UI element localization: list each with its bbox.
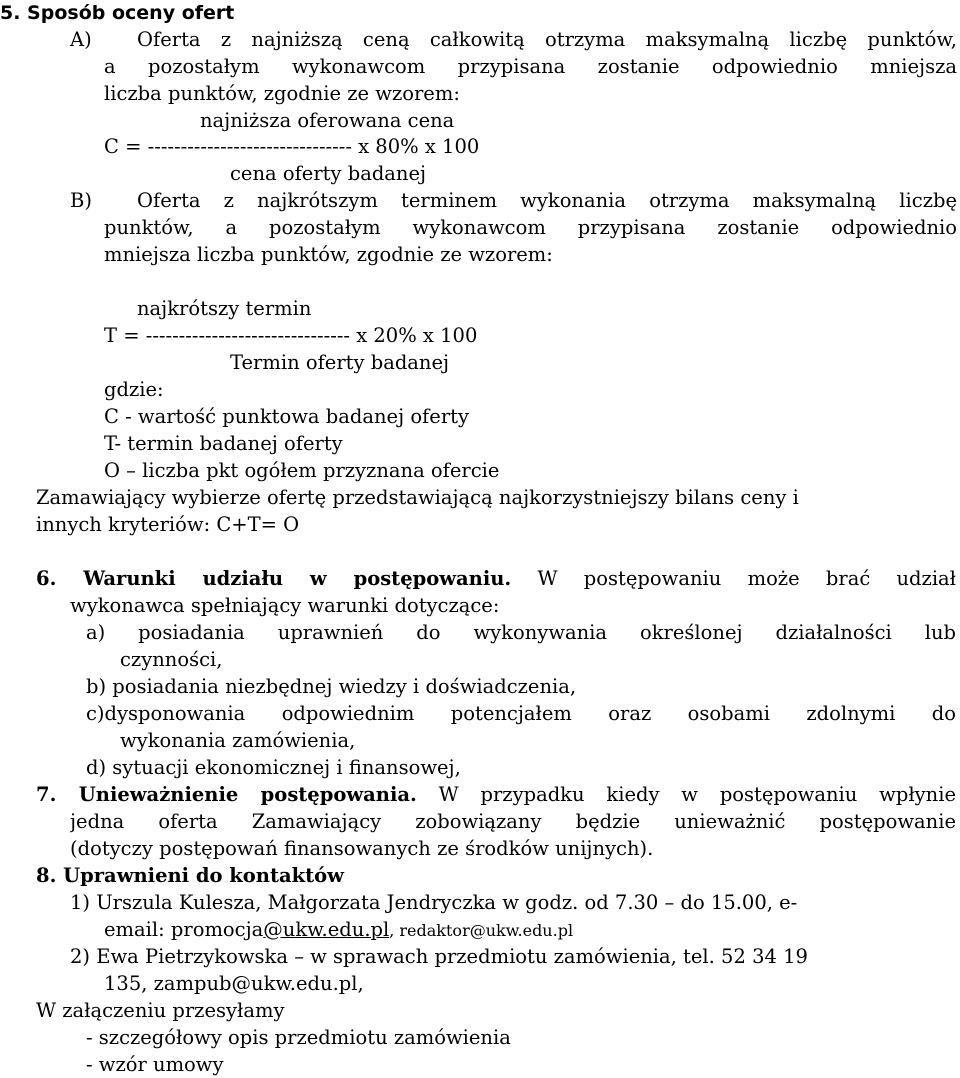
condition-c-line-1: c)dysponowania odpowiednim potencjałem oraz osobami zdolnymi do: [86, 702, 956, 725]
formula-t-equation: T = ------------------------------- x 20% x 100: [104, 324, 478, 347]
item-a-line-1: Oferta z najniższą ceną całkowitą otrzyma maksymalną liczbę punktów,: [137, 28, 957, 51]
section-5-heading: 5. Sposób oceny ofert: [0, 2, 235, 24]
section-8-heading: 8. Uprawnieni do kontaktów: [36, 864, 344, 887]
item-a-marker: A): [70, 28, 92, 51]
item-a-line-2: a pozostałym wykonawcom przypisana zostanie odpowiednio mniejsza: [104, 55, 957, 78]
section-7-line-1: [36, 782, 956, 808]
section-7-line-1-rest: W przypadku kiedy w postępowaniu wpłynie: [438, 783, 956, 806]
section-6-heading: 6. Warunki udziału w postępowaniu.: [36, 567, 512, 590]
item-b-marker: B): [70, 189, 92, 212]
formula-t-denominator: Termin oferty badanej: [230, 351, 450, 374]
section-6-line-1: [36, 566, 956, 592]
legend-c: C - wartość punktowa badanej oferty: [104, 405, 469, 428]
formula-c-denominator: cena oferty badanej: [230, 162, 427, 185]
contact-2-line-2: 135, zampub@ukw.edu.pl,: [104, 972, 364, 995]
section-7-heading: 7. Unieważnienie postępowania.: [36, 783, 417, 806]
attachments-intro: W załączeniu przesyłamy: [36, 999, 285, 1022]
contact-2-line-1: 2) Ewa Pietrzykowska – w sprawach przedmiotu zamówienia, tel. 52 34 19: [70, 945, 808, 968]
attachment-item: - wzór umowy: [86, 1053, 224, 1076]
formula-c-numerator: najniższa oferowana cena: [200, 109, 455, 132]
legend-gdzie: gdzie:: [104, 378, 164, 401]
summary-line-2: innych kryteriów: C+T= O: [36, 513, 300, 536]
legend-o: O – liczba pkt ogółem przyznana ofercie: [104, 459, 500, 482]
item-a-line-3: liczba punktów, zgodnie ze wzorem:: [104, 82, 460, 105]
contact-1-line-2: [104, 917, 573, 943]
contact-1-email-link[interactable]: @ukw.edu.pl: [263, 918, 390, 941]
formula-c-equation: C = ------------------------------- x 80% x 100: [104, 135, 480, 158]
contact-1-email-2: , redaktor@ukw.edu.pl: [389, 921, 574, 940]
condition-d: d) sytuacji ekonomicznej i finansowej,: [86, 756, 461, 779]
condition-b: b) posiadania niezbędnej wiedzy i doświadczenia,: [86, 675, 577, 698]
formula-t-numerator: najkrótszy termin: [137, 297, 312, 320]
section-7-line-3: (dotyczy postępowań finansowanych ze środków unijnych).: [70, 837, 654, 860]
contact-1-line-1: 1) Urszula Kulesza, Małgorzata Jendryczka w godz. od 7.30 – do 15.00, e-: [70, 891, 798, 914]
item-b-line-1: Oferta z najkrótszym terminem wykonania otrzyma maksymalną liczbę: [137, 189, 957, 212]
section-6-line-1-rest: W postępowaniu może brać udział: [537, 567, 956, 590]
contact-1-email-prefix: email: promocja: [104, 918, 264, 941]
section-7-line-2: jedna oferta Zamawiający zobowiązany będzie unieważnić postępowanie: [70, 810, 956, 833]
condition-a-line-1: a) posiadania uprawnień do wykonywania określonej działalności lub: [86, 621, 956, 644]
section-6-line-2: wykonawca spełniający warunki dotyczące:: [70, 594, 500, 617]
attachment-item: - szczegółowy opis przedmiotu zamówienia: [86, 1026, 511, 1049]
summary-line-1: Zamawiający wybierze ofertę przedstawiającą najkorzystniejszy bilans ceny i: [36, 486, 799, 509]
legend-t: T- termin badanej oferty: [104, 432, 343, 455]
item-b-line-3: mniejsza liczba punktów, zgodnie ze wzorem:: [104, 243, 553, 266]
condition-a-line-2: czynności,: [120, 648, 223, 671]
condition-c-line-2: wykonania zamówienia,: [120, 729, 356, 752]
item-b-line-2: punktów, a pozostałym wykonawcom przypisana zostanie odpowiednio: [104, 216, 957, 239]
